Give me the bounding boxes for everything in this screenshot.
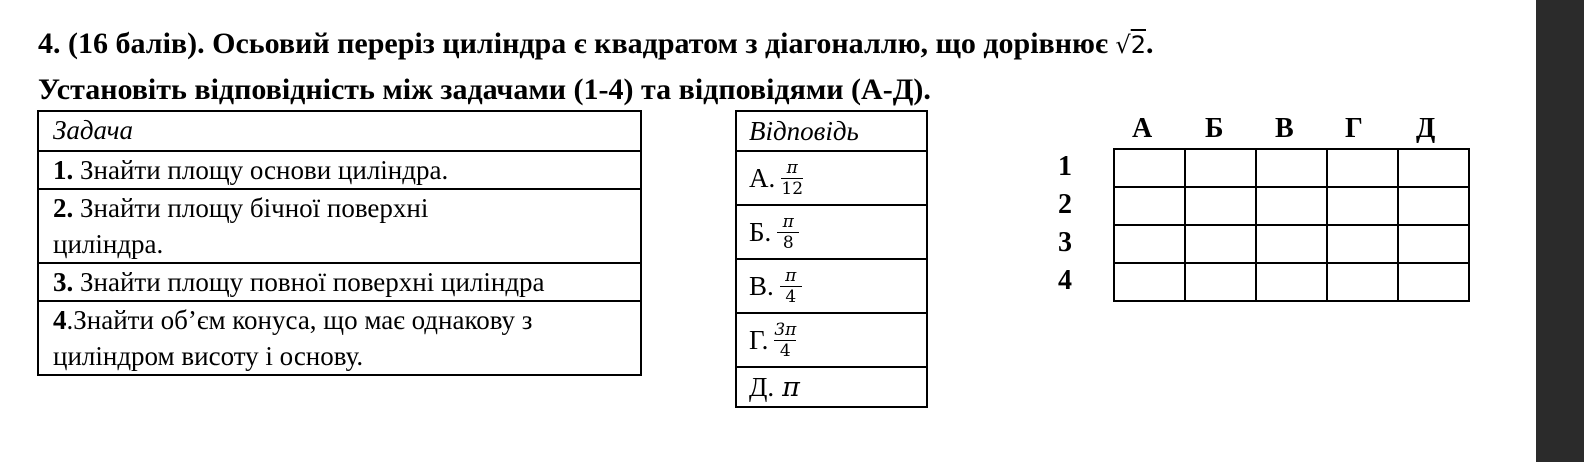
grid-row-1 [1114, 149, 1469, 187]
task-text: .Знайти об’єм конуса, що має однакову з циліндром висоту і основу. [53, 305, 533, 371]
answer-letter: Д. [749, 371, 775, 402]
answer-letter: Г. [749, 324, 769, 355]
grid-cell-3-b[interactable] [1185, 225, 1256, 263]
fraction-denominator: 4 [779, 340, 791, 361]
answer-letter: В. [749, 270, 774, 301]
grid-cell-1-b[interactable] [1185, 149, 1256, 187]
grid-column-header: Б [1205, 113, 1224, 144]
answers-table [735, 110, 928, 408]
fraction-numerator: π [785, 265, 797, 286]
grid-cell-2-d[interactable] [1398, 187, 1469, 225]
task-row-4 [39, 300, 640, 374]
grid-column-header: В [1275, 113, 1294, 144]
sqrt-expression [1115, 31, 1146, 59]
answer-option-b [737, 204, 926, 258]
task-number: 1. [53, 155, 74, 185]
task-number: 3. [53, 267, 74, 297]
answer-fraction [780, 267, 802, 306]
answer-value: π [782, 371, 800, 403]
answer-option-d [737, 366, 926, 406]
grid-cell-2-g[interactable] [1327, 187, 1398, 225]
grid-row-label: 4 [1058, 265, 1072, 296]
grid-cell-4-d[interactable] [1398, 263, 1469, 301]
sqrt-radicand: 2 [1130, 31, 1146, 59]
answer-option-g [737, 312, 926, 366]
answers-header: Відповідь [749, 115, 859, 146]
grid-cell-4-b[interactable] [1185, 263, 1256, 301]
grid-cell-3-g[interactable] [1327, 225, 1398, 263]
grid-cell-4-a[interactable] [1114, 263, 1185, 301]
grid-cell-4-v[interactable] [1256, 263, 1327, 301]
answer-fraction [774, 321, 796, 360]
task-text: Знайти площу повної поверхні циліндра [73, 267, 545, 297]
grid-cell-2-a[interactable] [1114, 187, 1185, 225]
grid-cell-3-d[interactable] [1398, 225, 1469, 263]
grid-cell-2-v[interactable] [1256, 187, 1327, 225]
fraction-numerator: π [786, 157, 798, 178]
grid-row-label: 2 [1058, 189, 1072, 220]
fraction-denominator: 12 [781, 178, 804, 199]
fraction-numerator: π [782, 211, 794, 232]
answer-letter: А. [749, 162, 776, 193]
grid-row-2 [1114, 187, 1469, 225]
answer-option-a [737, 150, 926, 204]
grid-cell-4-g[interactable] [1327, 263, 1398, 301]
tasks-table [37, 110, 642, 376]
fraction-denominator: 4 [785, 286, 797, 307]
grid-cell-1-g[interactable] [1327, 149, 1398, 187]
side-scrollbar[interactable] [1536, 0, 1584, 462]
grid-column-header: А [1132, 113, 1153, 144]
grid-row-4 [1114, 263, 1469, 301]
grid-column-header: Г [1345, 113, 1363, 144]
answer-letter: Б. [749, 216, 772, 247]
grid-cell-1-v[interactable] [1256, 149, 1327, 187]
tasks-header: Задача [53, 115, 134, 145]
task-title-line-2: Установіть відповідність між задачами (1-4) та відповідями (А-Д). [38, 73, 931, 106]
grid-cell-3-a[interactable] [1114, 225, 1185, 263]
task-row-3 [39, 262, 640, 300]
sqrt-symbol: √ [1115, 31, 1131, 59]
task-title-text: 4. (16 балів). Осьовий переріз циліндра є квадратом з діагоналлю, що дорівнює [38, 27, 1108, 60]
task-row-2 [39, 188, 640, 262]
task-number: 2. [53, 193, 74, 223]
grid-column-header: Д [1416, 113, 1436, 144]
answer-fraction [777, 213, 799, 252]
grid-cell-3-v[interactable] [1256, 225, 1327, 263]
task-row-1 [39, 150, 640, 188]
fraction-numerator: 3π [774, 319, 797, 340]
answer-grid [1113, 148, 1470, 302]
answer-fraction [781, 159, 803, 198]
task-number: 4 [53, 305, 67, 335]
task-text: Знайти площу основи циліндра. [73, 155, 449, 185]
grid-cell-1-a[interactable] [1114, 149, 1185, 187]
grid-cell-1-d[interactable] [1398, 149, 1469, 187]
grid-row-label: 3 [1058, 227, 1072, 258]
grid-row-3 [1114, 225, 1469, 263]
grid-cell-2-b[interactable] [1185, 187, 1256, 225]
task-text: Знайти площу бічної поверхні циліндра. [53, 193, 429, 259]
title-period: . [1146, 27, 1154, 60]
task-title-line-1 [38, 26, 1154, 63]
answer-option-v [737, 258, 926, 312]
grid-row-label: 1 [1058, 151, 1072, 182]
fraction-denominator: 8 [782, 232, 794, 253]
